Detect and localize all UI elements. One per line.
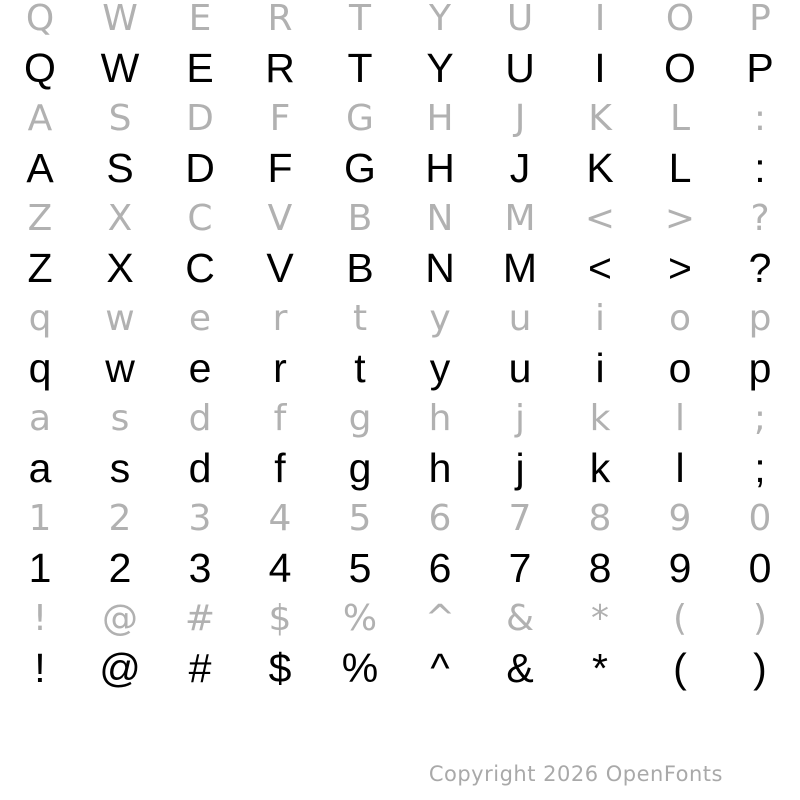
glyph-cell: u [508, 344, 532, 391]
glyph-cell: ? [748, 244, 772, 291]
glyph-cell: o [668, 344, 692, 391]
glyph-cell: H [425, 144, 455, 191]
glyph-cell: i [594, 297, 605, 339]
glyph-cell: L [668, 144, 692, 191]
glyph-cell: r [273, 344, 287, 391]
glyph-cell: y [429, 297, 451, 339]
glyph-cell: E [186, 44, 214, 91]
glyph-cell: @ [102, 597, 138, 639]
glyph-cell: I [594, 0, 606, 39]
glyph-cell: q [28, 297, 52, 339]
reference-row-uppercase-qwerty [0, 0, 800, 43]
glyph-cell: % [342, 597, 378, 639]
glyph-cell: V [267, 197, 293, 239]
glyph-cell: l [674, 397, 685, 439]
glyph-cell: > [664, 197, 696, 239]
glyph-cell: $ [268, 597, 292, 639]
reference-row-uppercase-asdf [0, 93, 800, 143]
glyph-cell: 4 [268, 544, 292, 591]
glyph-cell: ; [754, 444, 766, 491]
glyph-cell: k [589, 397, 611, 439]
glyph-cell: P [749, 0, 771, 39]
glyph-cell: H [426, 97, 454, 139]
glyph-cell: B [346, 244, 374, 291]
glyph-cell: p [748, 344, 772, 391]
glyph-cell: Y [426, 44, 454, 91]
glyph-cell: a [28, 444, 52, 491]
glyph-cell: ( [673, 644, 687, 691]
specimen-row-uppercase-asdf [0, 143, 800, 193]
glyph-cell: P [746, 44, 774, 91]
specimen-row-digits [0, 543, 800, 593]
glyph-cell: ; [753, 397, 767, 439]
glyph-cell: D [185, 144, 215, 191]
glyph-cell: o [668, 297, 692, 339]
glyph-cell: l [675, 444, 685, 491]
glyph-cell: r [272, 297, 288, 339]
glyph-cell: ) [752, 597, 768, 639]
glyph-cell: d [188, 444, 212, 491]
glyph-cell: 0 [748, 544, 772, 591]
glyph-cell: J [509, 144, 531, 191]
glyph-cell: G [346, 97, 374, 139]
glyph-cell: S [108, 97, 132, 139]
glyph-cell: C [185, 244, 215, 291]
glyph-cell: 8 [588, 497, 612, 539]
glyph-cell: $ [268, 644, 292, 691]
glyph-cell: @ [99, 644, 141, 691]
glyph-cell: J [514, 97, 526, 139]
glyph-cell: 2 [108, 544, 132, 591]
glyph-cell: 5 [348, 497, 372, 539]
glyph-cell: ^ [430, 644, 450, 691]
glyph-cell: s [109, 444, 131, 491]
glyph-cell: 7 [508, 497, 532, 539]
glyph-cell: u [508, 297, 532, 339]
glyph-cell: ( [672, 597, 688, 639]
glyph-cell: 1 [28, 544, 52, 591]
glyph-cell: # [188, 644, 212, 691]
reference-row-uppercase-zxcv [0, 193, 800, 243]
specimen-row-uppercase-zxcv [0, 243, 800, 293]
glyph-cell: # [184, 597, 216, 639]
specimen-row-lowercase-asdf [0, 443, 800, 493]
glyph-cell: 8 [588, 544, 612, 591]
glyph-cell: g [348, 444, 372, 491]
glyph-cell: 0 [748, 497, 772, 539]
glyph-cell: G [344, 144, 376, 191]
glyph-cell: T [347, 44, 373, 91]
specimen-row-uppercase-qwerty [0, 43, 800, 93]
glyph-cell: M [504, 197, 536, 239]
glyph-cell: 9 [668, 497, 692, 539]
glyph-cell: k [589, 444, 611, 491]
glyph-cell: A [27, 97, 53, 139]
glyph-cell: O [664, 44, 696, 91]
glyph-cell: 9 [668, 544, 692, 591]
glyph-cell: Y [429, 0, 451, 39]
glyph-cell: ! [34, 644, 46, 691]
glyph-cell: j [515, 444, 525, 491]
glyph-cell: ! [32, 597, 48, 639]
glyph-cell: 5 [348, 544, 372, 591]
glyph-cell: 1 [28, 497, 52, 539]
glyph-cell: & [505, 597, 535, 639]
glyph-cell: : [754, 144, 766, 191]
specimen-row-lowercase-qwerty [0, 343, 800, 393]
glyph-cell: M [502, 244, 538, 291]
glyph-cell: q [28, 344, 52, 391]
glyph-cell: K [588, 97, 612, 139]
glyph-cell: y [429, 344, 451, 391]
glyph-cell: A [26, 144, 54, 191]
glyph-cell: R [267, 0, 293, 39]
reference-row-lowercase-qwerty [0, 293, 800, 343]
glyph-cell: B [347, 197, 373, 239]
glyph-cell: Z [27, 244, 53, 291]
glyph-cell: Q [24, 44, 56, 91]
specimen-row-symbols [0, 643, 800, 693]
glyph-cell: C [187, 197, 213, 239]
glyph-cell: w [105, 344, 135, 391]
glyph-cell: p [748, 297, 772, 339]
glyph-cell: g [348, 397, 372, 439]
glyph-cell: U [506, 0, 534, 39]
glyph-cell: U [505, 44, 535, 91]
glyph-cell: & [506, 644, 534, 691]
glyph-cell: : [753, 97, 767, 139]
glyph-cell: F [269, 97, 291, 139]
glyph-cell: d [188, 397, 212, 439]
glyph-cell: T [349, 0, 371, 39]
glyph-cell: 6 [428, 497, 452, 539]
glyph-cell: < [584, 197, 616, 239]
glyph-cell: R [265, 44, 295, 91]
glyph-cell: h [428, 397, 452, 439]
reference-row-digits [0, 493, 800, 543]
glyph-cell: N [426, 197, 454, 239]
glyph-cell: E [188, 0, 212, 39]
reference-row-lowercase-asdf [0, 393, 800, 443]
glyph-cell: V [266, 244, 294, 291]
glyph-cell: 2 [108, 497, 132, 539]
glyph-cell: < [588, 244, 612, 291]
glyph-cell: W [100, 44, 140, 91]
glyph-cell: w [105, 297, 135, 339]
glyph-cell: t [354, 344, 366, 391]
glyph-cell: ) [753, 644, 767, 691]
glyph-cell: e [188, 344, 212, 391]
glyph-cell: h [428, 444, 452, 491]
glyph-cell: X [106, 244, 134, 291]
glyph-cell: 3 [188, 497, 212, 539]
glyph-cell: t [352, 297, 368, 339]
glyph-cell: F [267, 144, 293, 191]
glyph-cell: % [341, 644, 379, 691]
glyph-cell: * [591, 597, 609, 639]
copyright-text: Copyright 2026 OpenFonts [428, 762, 723, 786]
glyph-cell: I [594, 44, 606, 91]
glyph-cell: Z [27, 197, 53, 239]
glyph-cell: W [102, 0, 138, 39]
glyph-cell: X [107, 197, 133, 239]
glyph-cell: Q [25, 0, 55, 39]
glyph-cell: K [586, 144, 614, 191]
glyph-cell: * [592, 644, 608, 691]
glyph-cell: a [28, 397, 52, 439]
glyph-cell: 7 [508, 544, 532, 591]
glyph-cell: f [273, 397, 287, 439]
glyph-cell: L [669, 97, 691, 139]
glyph-cell: j [514, 397, 525, 439]
glyph-cell: ? [750, 197, 770, 239]
glyph-cell: 6 [428, 544, 452, 591]
glyph-cell: S [106, 144, 134, 191]
glyph-cell: ^ [424, 597, 456, 639]
glyph-cell: e [188, 297, 212, 339]
reference-row-symbols [0, 593, 800, 643]
glyph-cell: s [110, 397, 130, 439]
glyph-cell: > [668, 244, 692, 291]
glyph-cell: O [665, 0, 695, 39]
glyph-cell: f [274, 444, 286, 491]
glyph-cell: N [425, 244, 455, 291]
glyph-cell: i [595, 344, 605, 391]
glyph-cell: 4 [268, 497, 292, 539]
glyph-cell: D [186, 97, 214, 139]
glyph-cell: 3 [188, 544, 212, 591]
